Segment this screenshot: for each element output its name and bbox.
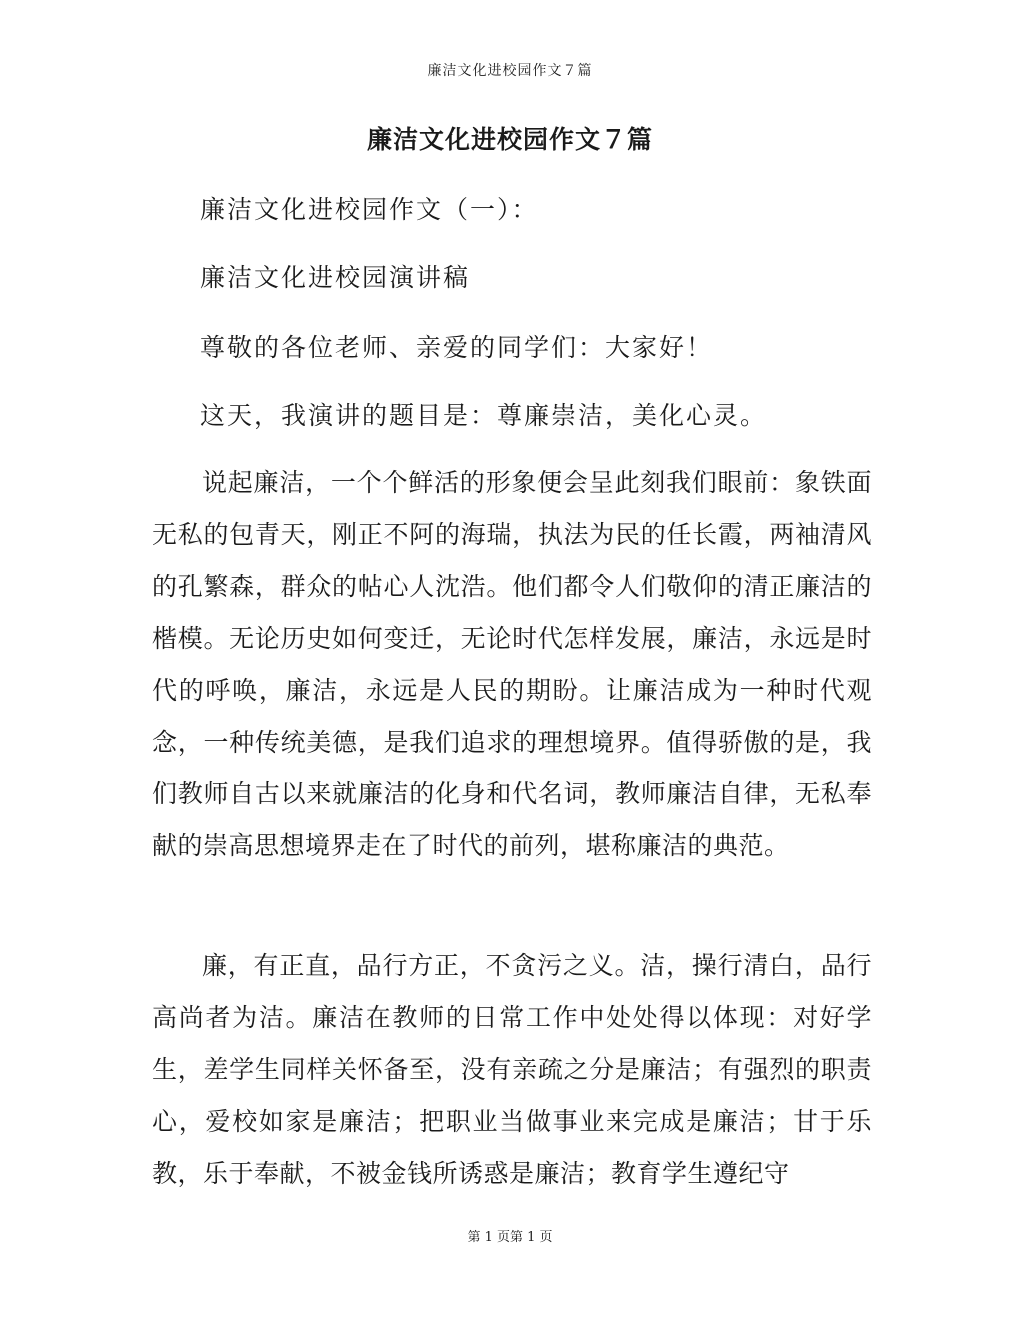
page-number-footer: 第 1 页第 1 页 xyxy=(467,1230,553,1245)
body-paragraph-2: 廉，有正直，品行方正，不贪污之义。洁，操行清白，品行高尚者为洁。廉洁在教师的日常工作中处处得以体现：对好学生，差学生同样关怀备至，没有亲疏之分是廉洁；有强烈的职责心，爱校如家是廉洁；把职业当做事业来完成是廉洁；甘于乐教，乐于奉献，不被金钱所诱惑是廉洁；教育学生遵纪守 xyxy=(152,951,872,1188)
body-paragraph-1: 说起廉洁，一个个鲜活的形象便会呈此刻我们眼前：象铁面无私的包青天，刚正不阿的海瑞，执法为民的任长霞，两袖清风的孔繁森，群众的帖心人沈浩。他们都令人们敬仰的清正廉洁的楷模。无论历史如何变迁，无论时代怎样发展，廉洁，永远是时代的呼唤，廉洁，永远是人民的期盼。让廉洁成为一种时代观念，一种传统美德，是我们追求的理想境界。值得骄傲的是，我们教师自古以来就廉洁的化身和代名词，教师廉洁自律，无私奉献的崇高思想境界走在了时代的前列，堪称廉洁的典范。 xyxy=(152,468,872,861)
speech-subtitle: 廉洁文化进校园演讲稿 xyxy=(200,263,471,292)
document-title: 廉洁文化进校园作文７篇 xyxy=(366,125,653,154)
section-heading: 廉洁文化进校园作文（一）： xyxy=(200,195,539,224)
running-header: 廉洁文化进校园作文７篇 xyxy=(427,63,593,79)
topic-line: 这天，我演讲的题目是：尊廉崇洁，美化心灵。 xyxy=(200,401,768,430)
greeting-line: 尊敬的各位老师、亲爱的同学们：大家好！ xyxy=(200,333,714,362)
